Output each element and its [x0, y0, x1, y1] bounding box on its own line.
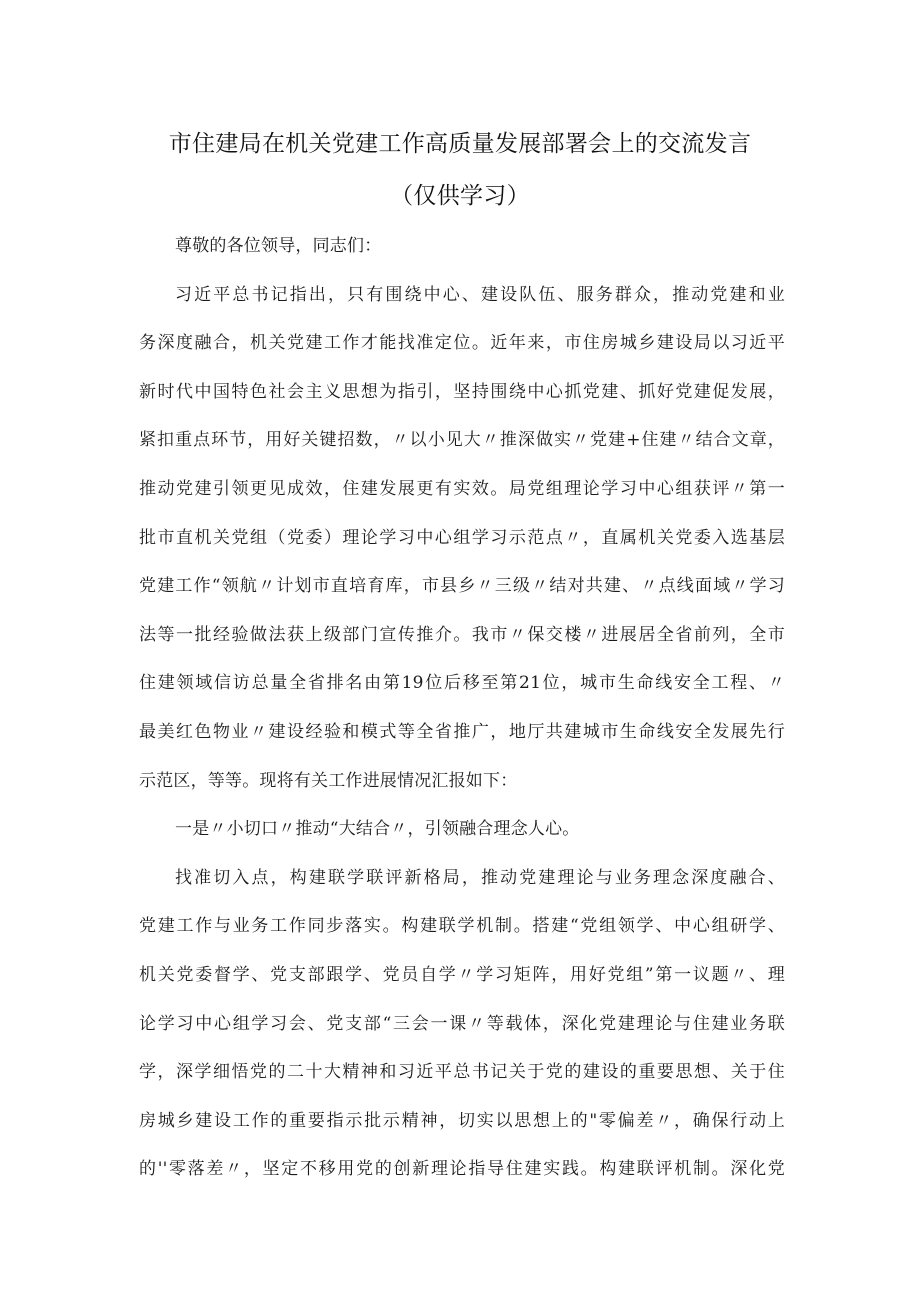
- paragraph-line: 务深度融合，机关党建工作才能找准定位。近年来，市住房城乡建设局以习近平: [139, 333, 785, 354]
- paragraph-line: 学，深学细悟党的二十大精神和习近平总书记关于党的建设的重要思想、关于住: [139, 1062, 785, 1083]
- paragraph-line: 房城乡建设工作的重要指示批示精神，切实以思想上的"零偏差〃，确保行动上: [139, 1110, 785, 1131]
- paragraph-line: 习近平总书记指出，只有围绕中心、建设队伍、服务群众，推动党建和业: [175, 284, 785, 305]
- paragraph-line: 机关党委督学、党支部跟学、党员自学〃学习矩阵，用好党组”第一议题〃、理: [139, 964, 785, 985]
- paragraph-line: 推动党建引领更见成效，住建发展更有实效。局党组理论学习中心组获评〃第一: [139, 478, 785, 499]
- salutation-line: 尊敬的各位领导，同志们：: [175, 236, 382, 256]
- paragraph-line: 的''零落差〃，坚定不移用党的创新理论指导住建实践。构建联评机制。深化党: [139, 1159, 785, 1180]
- paragraph-line: 党建工作与业务工作同步落实。构建联学机制。搭建“党组领学、中心组研学、: [139, 916, 785, 937]
- paragraph-line: 找准切入点，构建联学联评新格局，推动党建理论与业务理念深度融合、: [175, 867, 785, 888]
- body-text: [139, 222, 785, 1194]
- paragraph-line: 紧扣重点环节，用好关键招数，〃以小见大〃推深做实〃党建+住建〃结合文章，: [139, 430, 785, 451]
- document-subtitle: （仅供学习）: [390, 183, 530, 209]
- paragraph-line: 示范区，等等。现将有关工作进展情况汇报如下：: [139, 770, 518, 791]
- paragraph-line: 新时代中国特色社会主义思想为指引，坚持围绕中心抓党建、抓好党建促发展，: [139, 381, 785, 402]
- paragraph-line: 法等一批经验做法获上级部门宣传推介。我市〃保交楼〃进展居全省前列，全市: [139, 624, 785, 645]
- paragraph-line: 论学习中心组学习会、党支部“三会一课〃等载体，深化党建理论与住建业务联: [139, 1013, 785, 1034]
- paragraph-line: 住建领域信访总量全省排名由第19位后移至第21位，城市生命线安全工程、〃: [139, 673, 785, 694]
- paragraph-line: 批市直机关党组（党委）理论学习中心组学习示范点〃，直属机关党委入选基层: [139, 527, 785, 548]
- section-heading-line: 一是〃小切口〃推动“大结合〃，引领融合理念人心。: [175, 819, 580, 840]
- paragraph-line: 最美红色物业〃建设经验和模式等全省推广，地厅共建城市生命线安全发展先行: [139, 721, 785, 742]
- title-block: [100, 118, 820, 222]
- paragraph-line: 党建工作“领航〃计划市直培育库，市县乡〃三级〃结对共建、〃点线面域〃学习: [139, 576, 785, 597]
- document-title: 市住建局在机关党建工作高质量发展部署会上的交流发言: [168, 131, 752, 157]
